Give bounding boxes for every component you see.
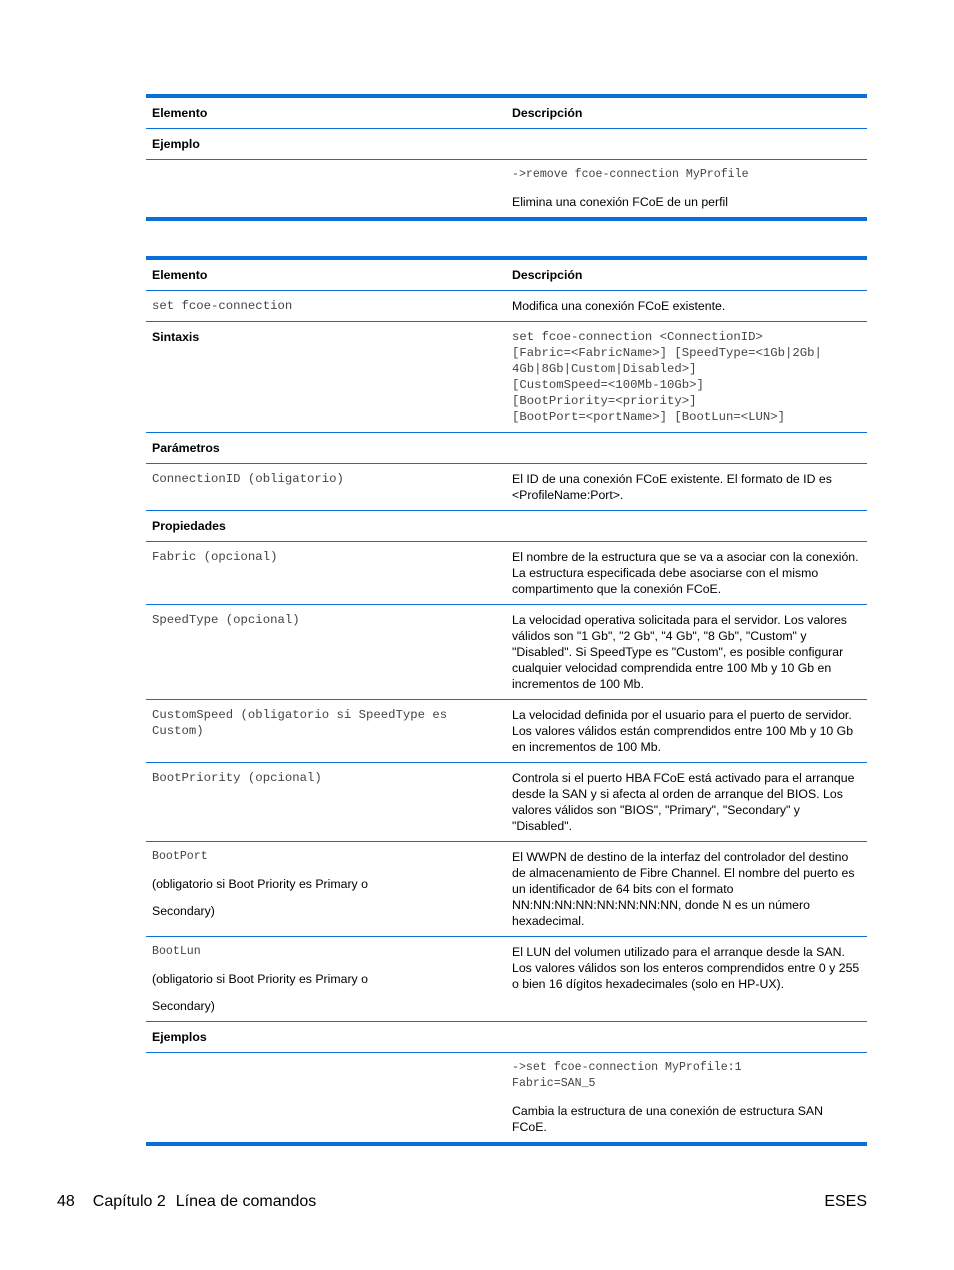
param-connection-id: ConnectionID (obligatorio) xyxy=(146,464,506,511)
command-description: Modifica una conexión FCoE existente. xyxy=(506,291,867,322)
syntax-text: set fcoe-connection <ConnectionID> [Fabric=<FabricName>] [SpeedType=<1Gb|2Gb| 4Gb|8Gb|Custom|Disabled>] [CustomSpeed=<100Mb-10Gb>] [BootPriority=<priority>] [BootPort=<portName>] [BootLun=<LUN>] xyxy=(506,322,867,433)
table-row xyxy=(146,700,867,763)
params-label: Parámetros xyxy=(146,433,506,464)
example-cell xyxy=(506,160,867,220)
table-row xyxy=(146,763,867,842)
table-row xyxy=(146,1022,867,1053)
prop-bootlun-note: Secondary) xyxy=(152,999,215,1013)
prop-bootport-note: (obligatorio si Boot Priority es Primary o xyxy=(152,877,368,891)
prop-fabric-description: El nombre de la estructura que se va a asociar con la conexión. La estructura especificada debe asociarse con el mismo compartimento que la conexión FCoE. xyxy=(506,542,867,605)
chapter-title: Línea de comandos xyxy=(175,1193,317,1210)
prop-bootlun-description: El LUN del volumen utilizado para el arranque desde la SAN. Los valores válidos son los enteros comprendidos entre 0 y 255 o bien 16 dígitos hexadecimales (solo en HP-UX). xyxy=(506,937,867,1022)
prop-bootpriority-description: Controla si el puerto HBA FCoE está activado para el arranque desde la SAN y si afecta al orden de arranque del BIOS. Los valores válidos son "BIOS", "Primary", "Secondary" y "Disabled". xyxy=(506,763,867,842)
table-row xyxy=(146,1053,867,1145)
prop-bootlun-cell xyxy=(146,937,506,1022)
table-header-row xyxy=(146,96,867,129)
prop-bootlun-note: (obligatorio si Boot Priority es Primary o xyxy=(152,972,368,986)
table-row xyxy=(146,842,867,937)
prop-bootport-cell xyxy=(146,842,506,937)
prop-bootport-description: El WWPN de destino de la interfaz del controlador del destino de almacenamiento de Fibre Channel. El nombre del puerto es un identificador de 64 bits con el formato NN:NN:NN:NN:NN:NN:NN:NN, donde N es un número hexadecimal. xyxy=(506,842,867,937)
prop-bootport-note: Secondary) xyxy=(152,904,215,918)
example-cell xyxy=(506,1053,867,1145)
prop-speedtype: SpeedType (opcional) xyxy=(146,605,506,700)
locale-code: ESES xyxy=(824,1193,867,1210)
prop-bootlun: BootLun xyxy=(152,945,201,958)
section-example-label: Ejemplo xyxy=(146,129,506,160)
empty-cell xyxy=(146,1053,506,1145)
empty-cell xyxy=(506,1022,867,1053)
page-number: 48 xyxy=(57,1193,75,1210)
table-header-row xyxy=(146,258,867,291)
table-row xyxy=(146,605,867,700)
properties-label: Propiedades xyxy=(146,511,506,542)
prop-bootpriority: BootPriority (opcional) xyxy=(146,763,506,842)
prop-customspeed: CustomSpeed (obligatorio si SpeedType es Custom) xyxy=(146,700,506,763)
table-row xyxy=(146,160,867,220)
empty-cell xyxy=(506,511,867,542)
table-row xyxy=(146,464,867,511)
empty-cell xyxy=(506,433,867,464)
command-table xyxy=(146,256,867,1146)
table-row xyxy=(146,322,867,433)
header-description: Descripción xyxy=(506,96,867,129)
example-description: Cambia la estructura de una conexión de estructura SAN FCoE. xyxy=(512,1104,824,1134)
prop-speedtype-description: La velocidad operativa solicitada para el servidor. Los valores válidos son "1 Gb", "2 Gb", "4 Gb", "8 Gb", "Custom" y "Disabled". Si SpeedType es "Custom", es posible configurar cualquier velocidad comprendida entre 100 Mb y 10 Gb en incrementos de 100 Mb. xyxy=(506,605,867,700)
header-description: Descripción xyxy=(506,258,867,291)
example-command: ->set fcoe-connection MyProfile:1 Fabric=SAN_5 xyxy=(512,1061,742,1090)
param-connection-id-description: El ID de una conexión FCoE existente. El formato de ID es <ProfileName:Port>. xyxy=(506,464,867,511)
examples-label: Ejemplos xyxy=(146,1022,506,1053)
table-row xyxy=(146,433,867,464)
table-row xyxy=(146,542,867,605)
example-command: ->remove fcoe-connection MyProfile xyxy=(512,168,749,181)
example-table xyxy=(146,94,867,221)
syntax-label: Sintaxis xyxy=(146,322,506,433)
prop-customspeed-description: La velocidad definida por el usuario para el puerto de servidor. Los valores válidos están comprendidos entre 100 Mb y 10 Gb en incrementos de 100 Mb. xyxy=(506,700,867,763)
empty-cell xyxy=(146,160,506,220)
empty-cell xyxy=(506,129,867,160)
table-row xyxy=(146,129,867,160)
command-name: set fcoe-connection xyxy=(146,291,506,322)
header-element: Elemento xyxy=(146,258,506,291)
page-footer-left xyxy=(57,1192,316,1212)
prop-fabric: Fabric (opcional) xyxy=(146,542,506,605)
table-row xyxy=(146,291,867,322)
prop-bootport: BootPort xyxy=(152,850,208,863)
header-element: Elemento xyxy=(146,96,506,129)
table-row xyxy=(146,511,867,542)
example-description: Elimina una conexión FCoE de un perfil xyxy=(512,195,729,209)
chapter-label: Capítulo 2 xyxy=(92,1193,166,1210)
table-row xyxy=(146,937,867,1022)
